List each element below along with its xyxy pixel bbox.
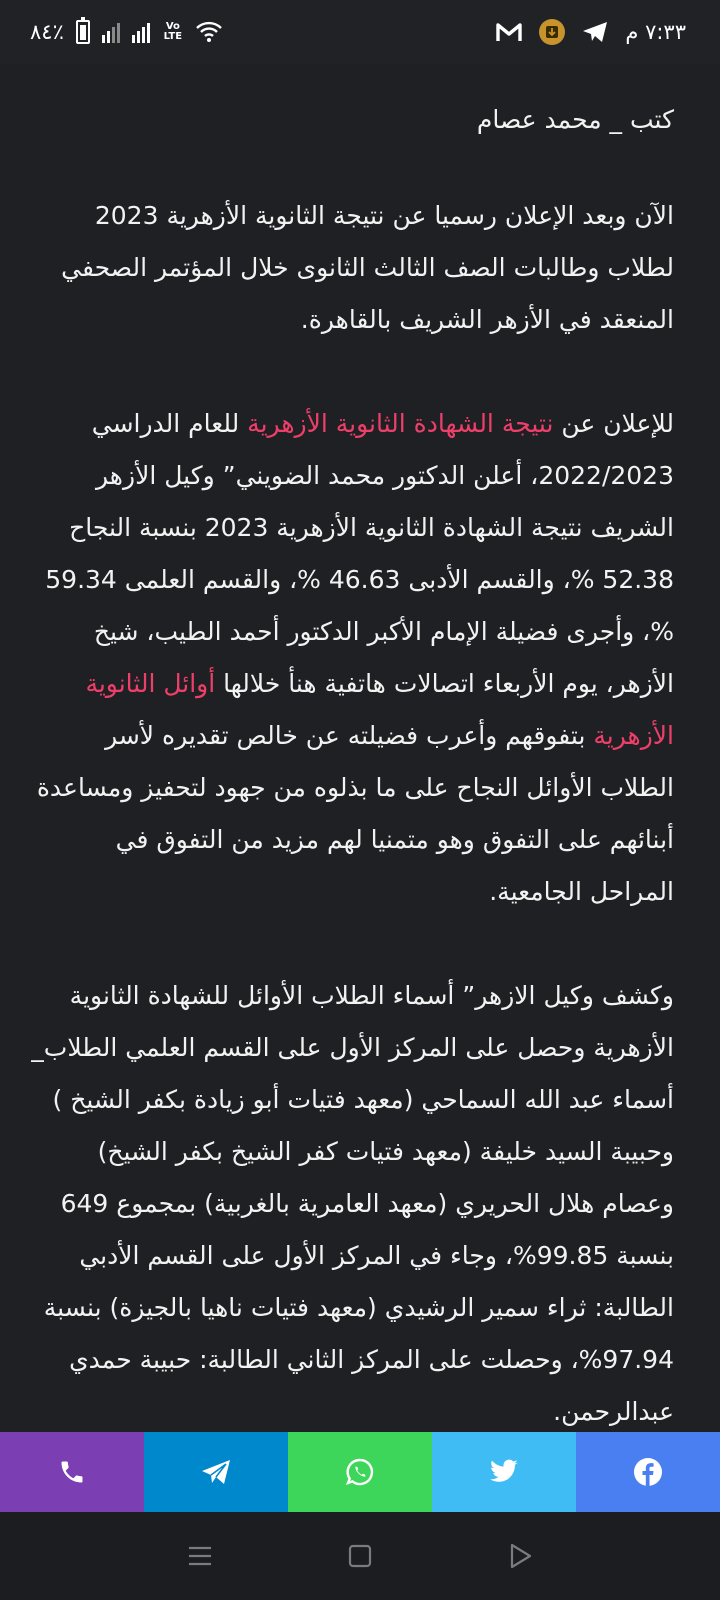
share-whatsapp-button[interactable]: [288, 1432, 432, 1512]
telegram-icon: [200, 1458, 232, 1486]
share-twitter-button[interactable]: [432, 1432, 576, 1512]
paragraph-2-text-c: بتفوقهم وأعرب فضيلته عن خالص تقديره لأسر الطلاب الأوائل النجاح على ما بذلوه من جهود لتحفيز ومساعدة أبنائهم على التفوق وهو متمنيا لهم مزيد من التفوق في المراحل الجامعية.: [36, 721, 674, 906]
system-navigation-bar: [0, 1512, 720, 1600]
status-bar: [0, 0, 720, 64]
back-nav-button[interactable]: [490, 1526, 550, 1586]
whatsapp-icon: [345, 1457, 375, 1487]
telegram-status-icon: [581, 20, 609, 44]
status-bar-left: [30, 0, 222, 64]
home-square-icon: [347, 1543, 373, 1569]
article-paragraph-2: [30, 398, 674, 918]
phone-icon: [58, 1458, 86, 1486]
status-bar-right: [495, 0, 686, 64]
battery-icon: [76, 20, 90, 44]
signal-strength-icon: [102, 21, 120, 43]
link-azhar-top-students[interactable]: أوائل الثانوية الأزهرية: [85, 669, 674, 750]
back-triangle-icon: [507, 1542, 533, 1570]
battery-percentage: ٨٤٪: [30, 20, 64, 44]
share-facebook-button[interactable]: [576, 1432, 720, 1512]
menu-nav-button[interactable]: [170, 1526, 230, 1586]
signal-strength-2-icon: [132, 21, 150, 43]
share-phone-button[interactable]: [0, 1432, 144, 1512]
article-body: [0, 64, 720, 1432]
clock: ٧:٣٣ م: [625, 20, 686, 44]
paragraph-2-text-a: للإعلان عن: [553, 409, 674, 438]
wifi-icon: [196, 21, 222, 43]
home-nav-button[interactable]: [330, 1526, 390, 1586]
link-azhar-certificate-result[interactable]: نتيجة الشهادة الثانوية الأزهرية: [247, 409, 554, 438]
share-bar: [0, 1432, 720, 1512]
download-icon: [539, 19, 565, 45]
twitter-icon: [489, 1459, 519, 1485]
article-paragraph-3: وكشف وكيل الازهر” أسماء الطلاب الأوائل للشهادة الثانوية الأزهرية وحصل على المركز الأول على القسم العلمي الطلاب_ أسماء عبد الله السماحي (معهد فتيات أبو زيادة بكفر الشيخ ) وحبيبة السيد خليفة (معهد فتيات كفر الشيخ بكفر الشيخ) وعصام هلال الحريري (معهد العامرية بالغربية) بمجموع 649 بنسبة 99.85%، وجاء في المركز الأول على القسم الأدبي الطالبة: ثراء سمير الرشيدي (معهد فتيات ناهيا بالجيزة) بنسبة 97.94%، وحصلت على المركز الثاني الطالبة: حبيبة حمدي عبدالرحمن.: [31, 981, 674, 1426]
article-paragraph-1: الآن وبعد الإعلان رسميا عن نتيجة الثانوية الأزهرية 2023 لطلاب وطالبات الصف الثالث الثانوى خلال المؤتمر الصحفي المنعقد في الأزهر الشريف بالقاهرة.: [61, 201, 674, 334]
volte-icon: Vo LTE: [163, 21, 183, 42]
share-telegram-button[interactable]: [144, 1432, 288, 1512]
menu-icon: [186, 1544, 214, 1568]
article-byline: كتب _ محمد عصام: [476, 105, 674, 134]
gmail-icon: [495, 21, 523, 43]
facebook-icon: [633, 1457, 663, 1487]
paragraph-2-text-b: للعام الدراسي 2022/2023، أعلن الدكتور محمد الضويني” وكيل الأزهر الشريف نتيجة الشهادة الثانوية الأزهرية 2023 بنسبة النجاح 52.38 %، والقسم الأدبى 46.63 %، والقسم العلمى 59.34 %، وأجرى فضيلة الإمام الأكبر الدكتور أحمد الطيب، شيخ الأزهر، يوم الأربعاء اتصالات هاتفية هنأ خلالها: [45, 409, 674, 698]
